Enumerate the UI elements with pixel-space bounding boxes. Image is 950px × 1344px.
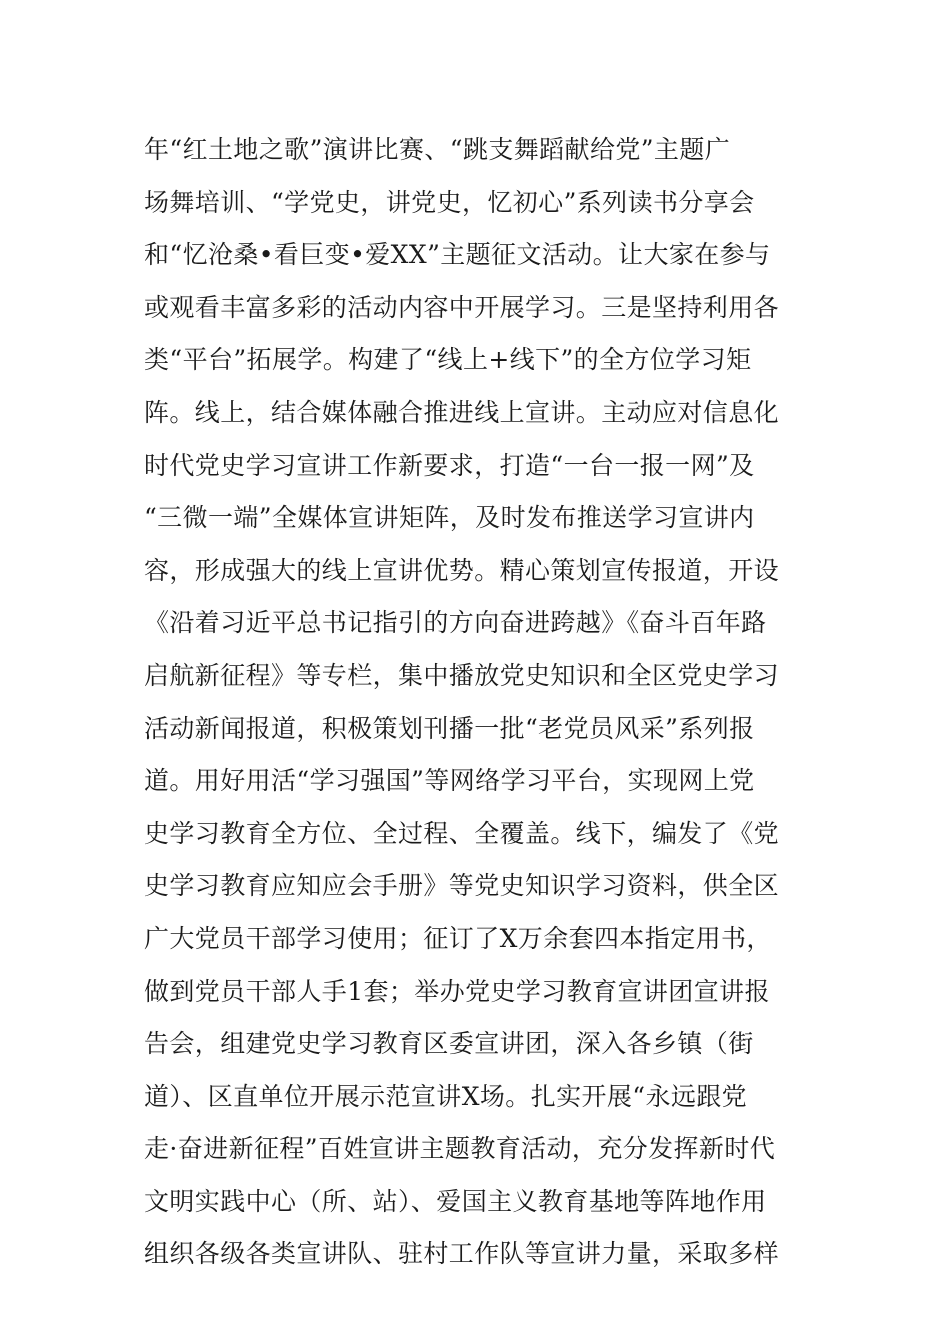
body-paragraph (144, 124, 814, 1281)
text-line: 《沿着习近平总书记指引的方向奋进跨越》《奋斗百年路 (144, 608, 767, 638)
text-line: 做到党员干部人手1套；举办党史学习教育宣讲团宣讲报 (144, 976, 770, 1006)
text-line: 文明实践中心（所、站）、爱国主义教育基地等阵地作用 (144, 1186, 767, 1216)
text-line: 告会，组建党史学习教育区委宣讲团，深入各乡镇（街 (144, 1029, 754, 1059)
text-line: 容，形成强大的线上宣讲优势。精心策划宣传报道，开设 (144, 555, 780, 585)
text-line: 史学习教育应知应会手册》等党史知识学习资料，供全区 (144, 871, 780, 901)
text-line: 走·奋进新征程”百姓宣讲主题教育活动，充分发挥新时代 (144, 1134, 776, 1164)
text-line: 启航新征程》等专栏，集中播放党史知识和全区党史学习 (144, 660, 780, 690)
text-line: 史学习教育全方位、全过程、全覆盖。线下，编发了《党 (144, 818, 780, 848)
text-line: “三微一端”全媒体宣讲矩阵，及时发布推送学习宣讲内 (144, 503, 755, 533)
text-line: 活动新闻报道，积极策划刊播一批“老党员风采”系列报 (144, 713, 755, 743)
text-line: 类“平台”拓展学。构建了“线上+线下”的全方位学习矩 (144, 345, 752, 375)
text-line: 阵。线上，结合媒体融合推进线上宣讲。主动应对信息化 (144, 397, 780, 427)
text-line: 时代党史学习宣讲工作新要求，打造“一台一报一网”及 (144, 450, 755, 480)
text-line: 场舞培训、“学党史，讲党史，忆初心”系列读书分享会 (144, 187, 755, 217)
text-line: 道）、区直单位开展示范宣讲X场。扎实开展“永远跟党 (144, 1081, 748, 1111)
text-line: 年“红土地之歌”演讲比赛、“跳支舞蹈献给党”主题广 (144, 135, 731, 164)
text-line: 和“忆沧桑•看巨变•爱XX”主题征文活动。让大家在参与 (144, 240, 771, 270)
text-line: 广大党员干部学习使用；征订了X万余套四本指定用书， (144, 923, 772, 953)
text-line: 组织各级各类宣讲队、驻村工作队等宣讲力量，采取多样 (144, 1239, 780, 1269)
text-line: 或观看丰富多彩的活动内容中开展学习。三是坚持利用各 (144, 292, 780, 322)
text-line: 道。用好用活“学习强国”等网络学习平台，实现网上党 (144, 766, 755, 796)
